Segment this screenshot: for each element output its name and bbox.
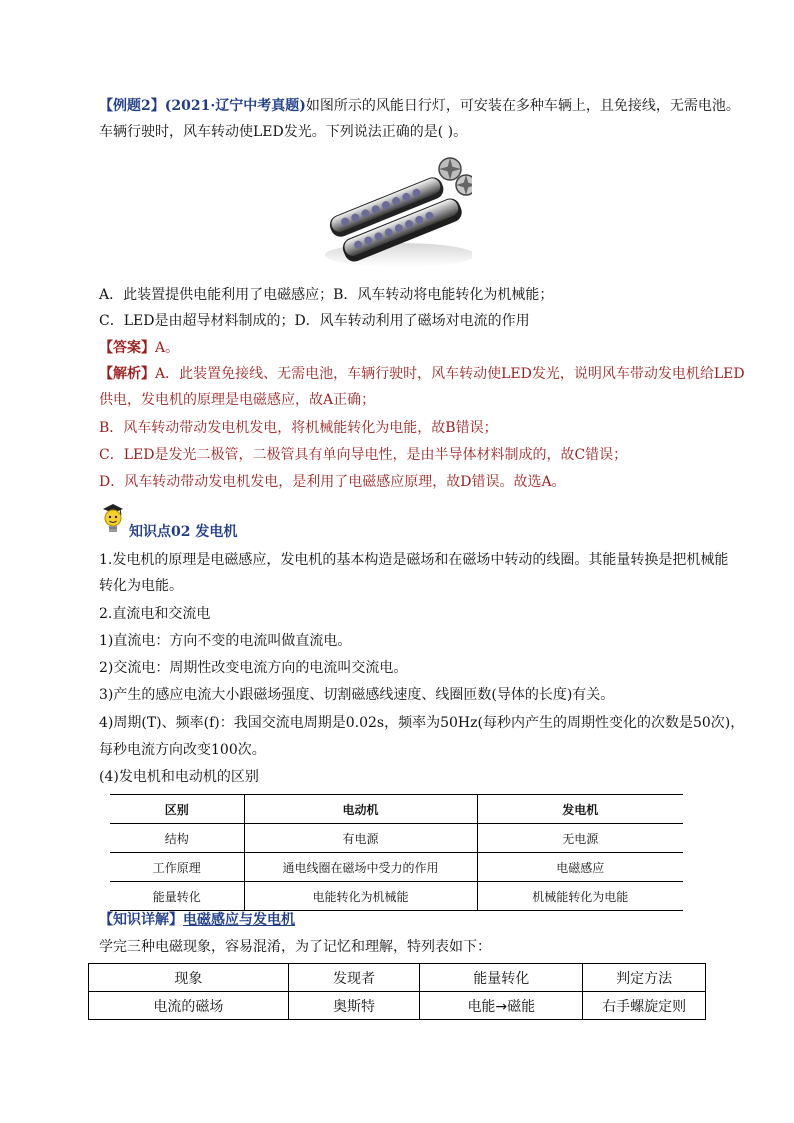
- table-header: 发电机: [477, 795, 683, 824]
- options-line1: A．此装置提供电能利用了电磁感应；B．风车转动将电能转化为机械能；: [99, 287, 554, 303]
- example-source: (2021·辽宁中考真题): [164, 98, 306, 114]
- table-header: 发现者: [288, 964, 420, 992]
- table-cell: 奥斯特: [288, 992, 420, 1020]
- answer: [99, 338, 179, 358]
- example-question-line2: 车辆行驶时，风车转动使LED发光。下列说法正确的是( )。: [99, 124, 468, 140]
- table-header: 电动机: [244, 795, 477, 824]
- table-header: 现象: [89, 964, 289, 992]
- answer-text: A。: [155, 340, 180, 356]
- table-cell: 无电源: [477, 824, 683, 853]
- example-tag: 【例题2】: [99, 98, 165, 114]
- table-cell: 能量转化: [110, 882, 244, 911]
- detail-intro: 学完三种电磁现象，容易混淆，为了记忆和理解，特列表如下：: [99, 939, 491, 955]
- generator-motor-table: [110, 794, 683, 911]
- table-header: 能量转化: [420, 964, 583, 992]
- detail-heading: [99, 910, 295, 930]
- body-p4: 2)交流电：周期性改变电流方向的电流叫交流电。: [99, 660, 408, 676]
- body-p2: 2.直流电和交流电: [99, 606, 211, 622]
- lightbulb-scholar-icon: [100, 503, 126, 535]
- table-row: [110, 853, 683, 882]
- table-cell: 结构: [110, 824, 244, 853]
- analysis-text-1: A．此装置免接线、无需电池，车辆行驶时，风车转动使LED发光，说明风车带动发电机给LED: [155, 366, 745, 382]
- table-cell: 机械能转化为电能: [477, 882, 683, 911]
- table-header-row: [89, 964, 706, 992]
- options-line2: C．LED是由超导材料制成的；D．风车转动利用了磁场对电流的作用: [99, 313, 530, 329]
- table-header: 判定方法: [583, 964, 706, 992]
- table-cell: 电能转化为机械能: [244, 882, 477, 911]
- body-p6-line1: 4)周期(T)、频率(f)：我国交流电周期是0.02s，频率为50Hz(每秒内产生的周期性变化的次数是50次)，: [99, 715, 745, 731]
- example-question-line1: [99, 96, 740, 116]
- table-header-row: [110, 795, 683, 824]
- body-p6-line2: 每秒电流方向改变100次。: [99, 742, 266, 758]
- body-p3: 1)直流电：方向不变的电流叫做直流电。: [99, 633, 352, 649]
- table-row: [110, 824, 683, 853]
- table-row: [89, 992, 706, 1020]
- wind-drl-image: [320, 155, 472, 273]
- table-row: [110, 882, 683, 911]
- answer-tag: 【答案】: [99, 340, 155, 356]
- knowledge-point-title: 知识点02 发电机: [129, 524, 238, 540]
- detail-tag: 【知识详解】: [99, 912, 183, 928]
- analysis-line5: D．风车转动带动发电机发电，是利用了电磁感应原理，故D错误。故选A。: [99, 474, 566, 490]
- table-cell: 电磁感应: [477, 853, 683, 882]
- table-cell: 电能→磁能: [420, 992, 583, 1020]
- table-header: 区别: [110, 795, 244, 824]
- table-cell: 右手螺旋定则: [583, 992, 706, 1020]
- body-p7: (4)发电机和电动机的区别: [99, 769, 259, 785]
- analysis-line3: B．风车转动带动发电机发电，将机械能转化为电能，故B错误；: [99, 420, 498, 436]
- body-p1-line1: 1.发电机的原理是电磁感应，发电机的基本构造是磁场和在磁场中转动的线圈。其能量转换是把机械能: [99, 552, 729, 568]
- analysis-tag: 【解析】: [99, 366, 155, 382]
- table-cell: 通电线圈在磁场中受力的作用: [244, 853, 477, 882]
- table-cell: 电流的磁场: [89, 992, 289, 1020]
- table-cell: 有电源: [244, 824, 477, 853]
- analysis-line1: [99, 364, 745, 384]
- detail-title: 电磁感应与发电机: [183, 912, 295, 928]
- body-p1-line2: 转化为电能。: [99, 578, 183, 594]
- table-cell: 工作原理: [110, 853, 244, 882]
- em-phenomena-table: [88, 963, 706, 1020]
- question-text-1: 如图所示的风能日行灯，可安装在多种车辆上，且免接线，无需电池。: [305, 98, 740, 114]
- analysis-line2: 供电，发电机的原理是电磁感应，故A正确；: [99, 392, 376, 408]
- body-p5: 3)产生的感应电流大小跟磁场强度、切割磁感线速度、线圈匝数(导体的长度)有关。: [99, 687, 615, 703]
- analysis-line4: C．LED是发光二极管，二极管具有单向导电性，是由半导体材料制成的，故C错误；: [99, 447, 628, 463]
